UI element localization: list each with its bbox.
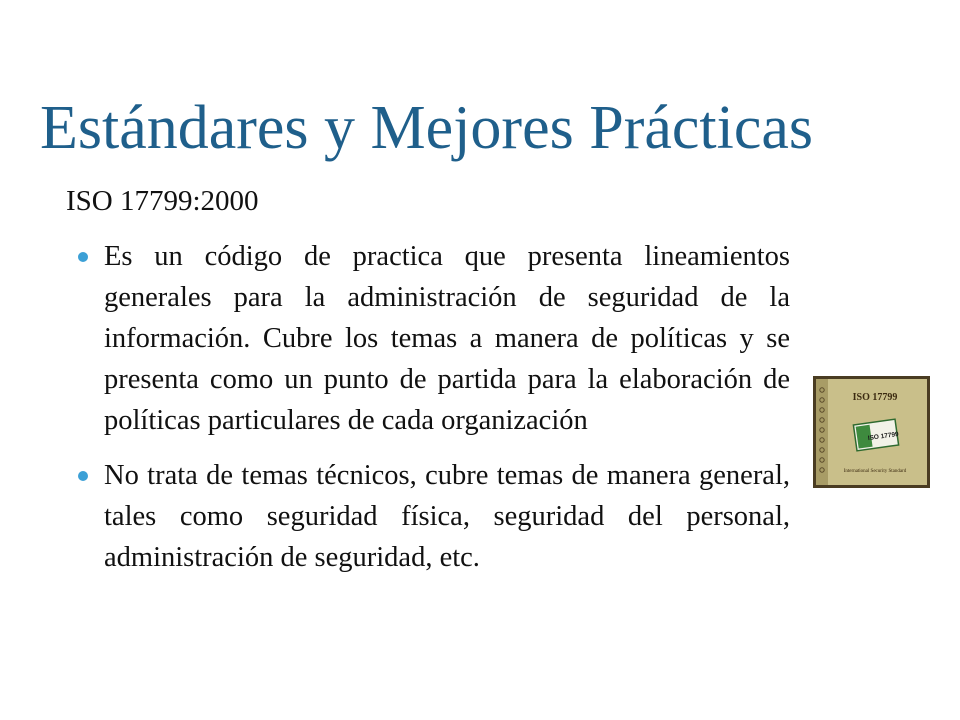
image-caption: International Security Standard xyxy=(843,469,907,474)
iso-badge xyxy=(853,419,899,451)
image-heading: ISO 17799 xyxy=(852,392,898,403)
bullet-item xyxy=(74,455,790,578)
image-badge-text: ISO 17799 xyxy=(867,430,900,443)
bullet-item xyxy=(74,236,790,441)
slide-subtitle: ISO 17799:2000 xyxy=(66,185,259,217)
bullet-text: No trata de temas técnicos, cubre temas de manera general, tales como seguridad física, seguridad del personal, administración de seguridad, etc. xyxy=(104,460,790,573)
bullet-dot-icon xyxy=(78,252,88,262)
bullet-list xyxy=(74,236,790,592)
bullet-dot-icon xyxy=(78,471,88,481)
slide-title: Estándares y Mejores Prácticas xyxy=(40,94,814,162)
iso-17799-book-image xyxy=(813,376,930,488)
bullet-text: Es un código de practica que presenta lineamientos generales para la administración de seguridad de la información. Cubre los temas a manera de políticas y se presenta como un punto de partida para la elaboración de políticas particulares de cada organización xyxy=(104,241,790,436)
